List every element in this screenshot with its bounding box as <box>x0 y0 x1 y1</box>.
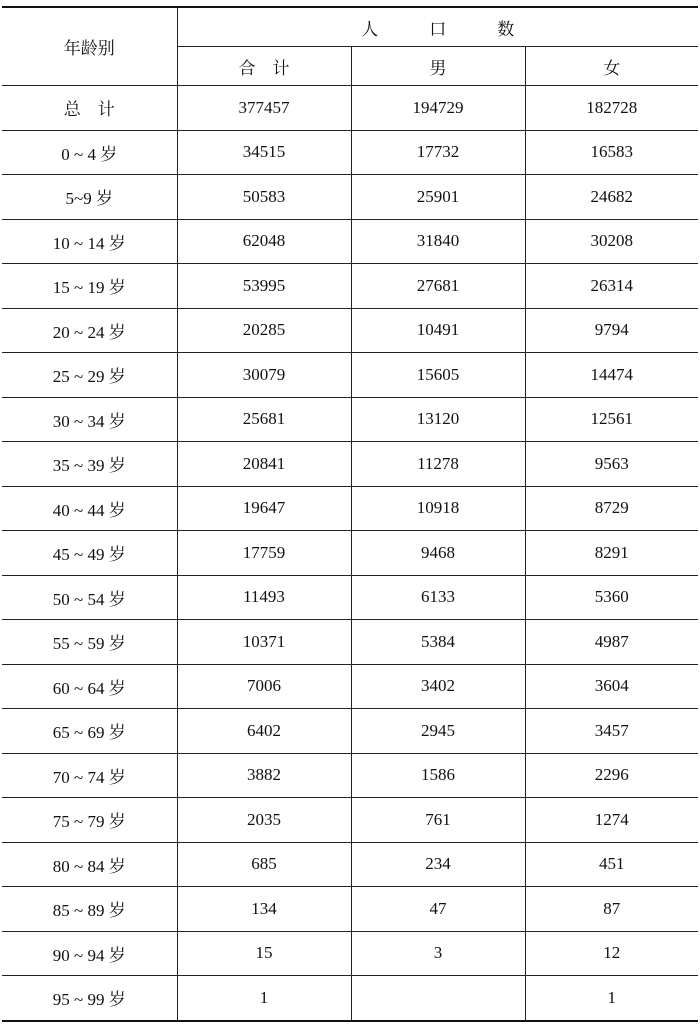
cell-total: 50583 <box>177 175 351 220</box>
cell-total: 2035 <box>177 798 351 843</box>
cell-age: 30 ~ 34 岁 <box>2 397 177 442</box>
cell-total: 34515 <box>177 130 351 175</box>
cell-female: 12561 <box>525 397 698 442</box>
cell-total: 53995 <box>177 264 351 309</box>
cell-age: 75 ~ 79 岁 <box>2 798 177 843</box>
cell-age: 40 ~ 44 岁 <box>2 486 177 531</box>
cell-age: 45 ~ 49 岁 <box>2 531 177 576</box>
cell-female: 1274 <box>525 798 698 843</box>
cell-age: 80 ~ 84 岁 <box>2 842 177 887</box>
cell-age: 90 ~ 94 岁 <box>2 931 177 976</box>
cell-male: 3 <box>351 931 525 976</box>
cell-male: 10918 <box>351 486 525 531</box>
cell-female: 3604 <box>525 664 698 709</box>
table-row <box>2 931 698 976</box>
cell-total: 62048 <box>177 219 351 264</box>
cell-total: 30079 <box>177 353 351 398</box>
header-male: 男 <box>351 47 525 86</box>
table-row <box>2 308 698 353</box>
cell-age: 25 ~ 29 岁 <box>2 353 177 398</box>
table-row <box>2 130 698 175</box>
cell-female: 12 <box>525 931 698 976</box>
table-row <box>2 976 698 1021</box>
header-population: 人 口 数 <box>177 7 698 47</box>
table-row <box>2 442 698 487</box>
cell-male: 9468 <box>351 531 525 576</box>
cell-total: 377457 <box>177 86 351 131</box>
cell-female: 24682 <box>525 175 698 220</box>
cell-male <box>351 976 525 1021</box>
cell-age: 20 ~ 24 岁 <box>2 308 177 353</box>
cell-male: 15605 <box>351 353 525 398</box>
cell-total: 1 <box>177 976 351 1021</box>
cell-female: 1 <box>525 976 698 1021</box>
cell-total: 685 <box>177 842 351 887</box>
cell-male: 234 <box>351 842 525 887</box>
cell-male: 194729 <box>351 86 525 131</box>
cell-female: 182728 <box>525 86 698 131</box>
cell-female: 5360 <box>525 575 698 620</box>
cell-total: 10371 <box>177 620 351 665</box>
cell-male: 27681 <box>351 264 525 309</box>
cell-male: 47 <box>351 887 525 932</box>
cell-total: 17759 <box>177 531 351 576</box>
cell-total: 20841 <box>177 442 351 487</box>
cell-age: 65 ~ 69 岁 <box>2 709 177 754</box>
table-row <box>2 531 698 576</box>
cell-age: 10 ~ 14 岁 <box>2 219 177 264</box>
cell-male: 6133 <box>351 575 525 620</box>
header-total: 合 计 <box>177 47 351 86</box>
cell-male: 5384 <box>351 620 525 665</box>
cell-female: 4987 <box>525 620 698 665</box>
table-row <box>2 397 698 442</box>
table-row <box>2 264 698 309</box>
cell-total: 25681 <box>177 397 351 442</box>
table-row <box>2 575 698 620</box>
cell-age: 35 ~ 39 岁 <box>2 442 177 487</box>
cell-total: 6402 <box>177 709 351 754</box>
table-row <box>2 887 698 932</box>
cell-male: 1586 <box>351 753 525 798</box>
cell-female: 8291 <box>525 531 698 576</box>
cell-female: 9563 <box>525 442 698 487</box>
cell-female: 16583 <box>525 130 698 175</box>
table-row <box>2 175 698 220</box>
cell-male: 25901 <box>351 175 525 220</box>
cell-age: 85 ~ 89 岁 <box>2 887 177 932</box>
table-row <box>2 842 698 887</box>
cell-age: 0 ~ 4 岁 <box>2 130 177 175</box>
cell-total: 134 <box>177 887 351 932</box>
cell-male: 31840 <box>351 219 525 264</box>
table-row <box>2 798 698 843</box>
cell-male: 2945 <box>351 709 525 754</box>
cell-total: 19647 <box>177 486 351 531</box>
table-row <box>2 664 698 709</box>
table-row <box>2 486 698 531</box>
cell-age: 70 ~ 74 岁 <box>2 753 177 798</box>
cell-age: 60 ~ 64 岁 <box>2 664 177 709</box>
table-row <box>2 620 698 665</box>
cell-age: 15 ~ 19 岁 <box>2 264 177 309</box>
cell-female: 26314 <box>525 264 698 309</box>
table-row <box>2 709 698 754</box>
cell-male: 17732 <box>351 130 525 175</box>
header-age-group: 年龄别 <box>2 7 177 86</box>
cell-male: 10491 <box>351 308 525 353</box>
population-table <box>2 6 698 1022</box>
cell-female: 14474 <box>525 353 698 398</box>
table-row <box>2 86 698 131</box>
table-row <box>2 753 698 798</box>
cell-total: 15 <box>177 931 351 976</box>
cell-total: 7006 <box>177 664 351 709</box>
table-row <box>2 353 698 398</box>
cell-male: 761 <box>351 798 525 843</box>
cell-total: 11493 <box>177 575 351 620</box>
cell-age: 5~9 岁 <box>2 175 177 220</box>
cell-female: 8729 <box>525 486 698 531</box>
cell-age: 95 ~ 99 岁 <box>2 976 177 1021</box>
cell-age: 55 ~ 59 岁 <box>2 620 177 665</box>
cell-male: 3402 <box>351 664 525 709</box>
table-body <box>2 86 698 1021</box>
cell-male: 11278 <box>351 442 525 487</box>
cell-total: 20285 <box>177 308 351 353</box>
cell-age: 50 ~ 54 岁 <box>2 575 177 620</box>
cell-female: 3457 <box>525 709 698 754</box>
cell-female: 9794 <box>525 308 698 353</box>
cell-female: 451 <box>525 842 698 887</box>
cell-age: 总 计 <box>2 86 177 131</box>
cell-female: 30208 <box>525 219 698 264</box>
cell-female: 87 <box>525 887 698 932</box>
cell-male: 13120 <box>351 397 525 442</box>
header-female: 女 <box>525 47 698 86</box>
cell-female: 2296 <box>525 753 698 798</box>
table-row <box>2 219 698 264</box>
cell-total: 3882 <box>177 753 351 798</box>
